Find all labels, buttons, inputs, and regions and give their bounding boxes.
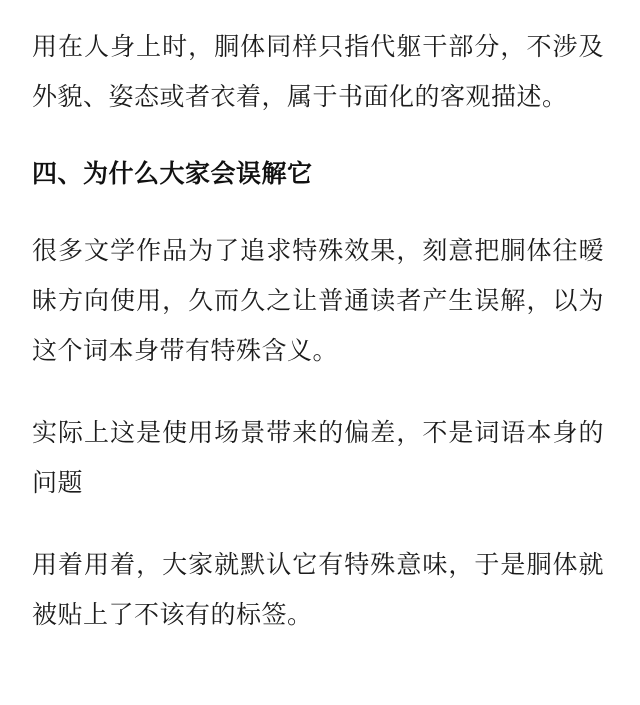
section-heading-4: 四、为什么大家会误解它 bbox=[32, 160, 313, 188]
paragraph-1: 用在人身上时，胴体同样只指代躯干部分，不涉及外貌、姿态或者衣着，属于书面化的客观描述。 bbox=[32, 33, 604, 111]
paragraph-2: 很多文学作品为了追求特殊效果，刻意把胴体往暧昧方向使用，久而久之让普通读者产生误解，以为这个词本身带有特殊含义。 bbox=[32, 237, 604, 365]
paragraph-4: 用着用着，大家就默认它有特殊意味，于是胴体就被贴上了不该有的标签。 bbox=[32, 551, 604, 629]
paragraph-3: 实际上这是使用场景带来的偏差，不是词语本身的问题 bbox=[32, 419, 604, 497]
